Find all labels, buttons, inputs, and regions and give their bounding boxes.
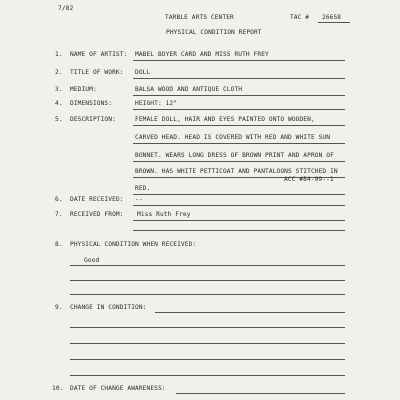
date-change-label: DATE OF CHANGE AWARENESS:: [70, 385, 166, 392]
center-name: TARBLE ARTS CENTER: [165, 14, 234, 21]
description-line-1: FEMALE DOLL, HAIR AND EYES PAINTED ONTO WOODEN,: [135, 116, 315, 123]
change-condition-line-2: [70, 327, 345, 328]
tac-number: 26658: [322, 14, 342, 21]
dimensions-label: DIMENSIONS:: [70, 100, 113, 107]
description-label: DESCRIPTION:: [70, 116, 116, 123]
field-number-4: 4.: [55, 100, 63, 107]
description-line-4: BROWN. HAS WHITE PETTICOAT AND PANTALOONS STITCHED IN: [135, 168, 338, 175]
dimensions-value: HEIGHT: 12": [135, 100, 178, 107]
report-title: PHYSICAL CONDITION REPORT: [166, 29, 262, 36]
description-line-5: RED.: [135, 185, 151, 192]
change-condition-line-3: [70, 343, 345, 344]
change-condition-line-1: [155, 312, 345, 313]
change-condition-line-5: [70, 375, 345, 376]
artist-label: NAME OF ARTIST:: [70, 51, 128, 58]
description-rule-2: [133, 143, 345, 144]
condition-received-label: PHYSICAL CONDITION WHEN RECEIVED:: [70, 241, 197, 248]
date-code: 7/82: [58, 5, 74, 12]
tac-number-underline: [318, 22, 350, 23]
field-number-1: 1.: [55, 51, 63, 58]
medium-line: [133, 95, 345, 96]
field-number-2: 2.: [55, 69, 63, 76]
received-from-line-2: [133, 230, 345, 231]
condition-received-line-3: [70, 294, 345, 295]
date-received-label: DATE RECEIVED:: [70, 196, 124, 203]
field-number-10: 10.: [52, 385, 64, 392]
received-from-line-1: [133, 220, 345, 221]
description-line-3: BONNET. WEARS LONG DRESS OF BROWN PRINT AND APRON OF: [135, 152, 334, 159]
description-line-2: CARVED HEAD. HEAD IS COVERED WITH RED AND WHITE SUN: [135, 134, 331, 141]
title-value: DOLL: [135, 69, 151, 76]
accession-number: ACC #84-99--1: [284, 176, 334, 183]
field-number-7: 7.: [55, 211, 63, 218]
field-number-5: 5.: [55, 116, 63, 123]
field-number-6: 6.: [55, 196, 63, 203]
field-number-3: 3.: [55, 86, 63, 93]
date-received-line: [133, 205, 345, 206]
received-from-label: RECEIVED FROM:: [70, 211, 124, 218]
tac-label: TAC #: [290, 14, 310, 21]
medium-value: BALSA WOOD AND ANTIQUE CLOTH: [135, 86, 243, 93]
condition-received-line-2: [70, 280, 345, 281]
medium-label: MEDIUM:: [70, 86, 97, 93]
title-label: TITLE OF WORK:: [70, 69, 124, 76]
condition-received-value: Good: [84, 257, 100, 264]
artist-value: MABEL BOYER CARD AND MISS RUTH FREY: [135, 51, 269, 58]
date-received-value: --: [135, 196, 143, 203]
field-number-8: 8.: [55, 241, 63, 248]
description-rule-1: [133, 125, 345, 126]
change-condition-line-4: [70, 359, 345, 360]
description-rule-5: [133, 194, 345, 195]
title-line: [133, 78, 345, 79]
date-change-line: [176, 393, 345, 394]
artist-line: [133, 60, 345, 61]
field-number-9: 9.: [55, 304, 63, 311]
received-from-value: Miss Ruth Frey: [137, 211, 191, 218]
description-rule-3: [133, 161, 345, 162]
change-condition-label: CHANGE IN CONDITION:: [70, 304, 147, 311]
dimensions-line: [133, 109, 345, 110]
condition-received-line-1: [70, 265, 345, 266]
